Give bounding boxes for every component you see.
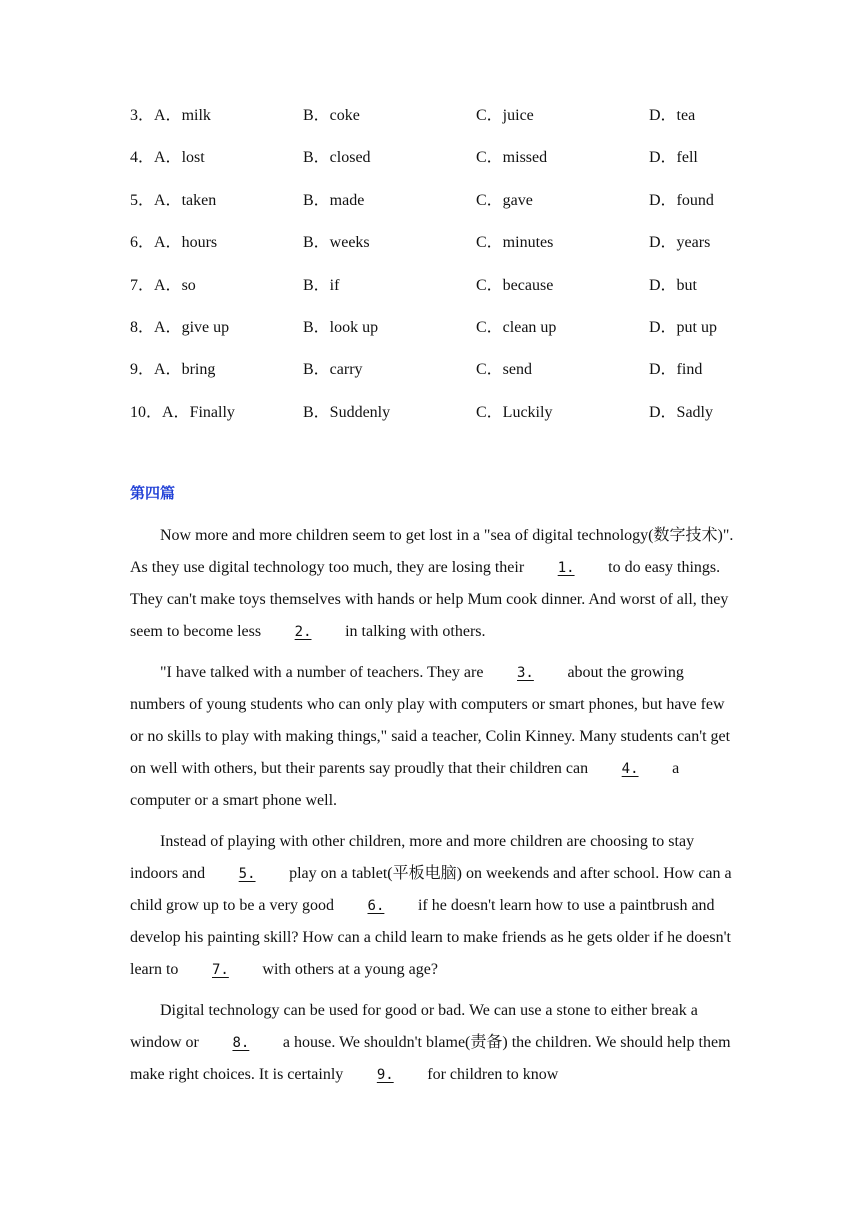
option-b: B．look up bbox=[303, 318, 379, 336]
option-b: B．made bbox=[303, 191, 365, 209]
option-a-text: lost bbox=[181, 149, 205, 167]
option-a-text: bring bbox=[181, 361, 216, 379]
paragraph-text: if he doesn't learn how to use a paintbrush and develop his painting skill? How can a child learn to make friends as he gets older if he doesn't learn to bbox=[130, 897, 731, 978]
option-row-10 bbox=[130, 400, 770, 442]
option-b: B．weeks bbox=[303, 234, 370, 252]
option-row-5 bbox=[130, 188, 770, 230]
option-a bbox=[130, 400, 235, 426]
blank-8: 8. bbox=[232, 1035, 250, 1051]
option-row-7 bbox=[130, 273, 770, 315]
paragraph-text: play on a tablet(平板电脑) on weekends and after school. How can a child grow up to be a very good bbox=[130, 865, 732, 914]
reading-passage bbox=[130, 520, 740, 1100]
question-number: 10．A． bbox=[130, 403, 190, 421]
option-b: B．closed bbox=[303, 149, 371, 167]
option-a bbox=[130, 145, 205, 171]
paragraph-4 bbox=[130, 995, 740, 1091]
paragraph-text: "I have talked with a number of teachers. They are bbox=[160, 664, 484, 681]
option-d: D．Sadly bbox=[649, 403, 714, 421]
option-c: C．gave bbox=[476, 191, 533, 209]
option-c: C．juice bbox=[476, 107, 534, 124]
option-d: D．find bbox=[649, 361, 703, 379]
question-number: 6．A． bbox=[130, 234, 182, 252]
paragraph-2 bbox=[130, 657, 740, 817]
paragraph-1 bbox=[130, 520, 740, 648]
blank-4: 4. bbox=[621, 761, 639, 777]
option-b: B．if bbox=[303, 276, 340, 294]
option-a-text: taken bbox=[181, 191, 217, 209]
option-c: C．clean up bbox=[476, 318, 557, 336]
paragraph-text: Instead of playing with other children, more and more children are choosing to stay indoors and bbox=[130, 833, 695, 882]
question-number: 3．A． bbox=[130, 107, 182, 124]
option-b: B．coke bbox=[303, 107, 360, 124]
paragraph-text: Digital technology can be used for good or bad. We can use a stone to either break a window or bbox=[130, 1002, 698, 1051]
option-row-8 bbox=[130, 315, 770, 357]
option-row-6 bbox=[130, 230, 770, 272]
blank-5: 5. bbox=[238, 866, 256, 882]
option-c: C．missed bbox=[476, 149, 548, 167]
blank-2: 2. bbox=[294, 624, 312, 640]
paragraph-text: a computer or a smart phone well. bbox=[130, 760, 680, 809]
option-a bbox=[130, 315, 229, 341]
question-number: 8．A． bbox=[130, 318, 182, 336]
blank-3: 3. bbox=[517, 665, 534, 681]
option-c: C．minutes bbox=[476, 234, 554, 252]
paragraph-text: a house. We shouldn't blame(责备) the children. We should help them make right choices. It is certainly bbox=[130, 1034, 731, 1083]
paragraph-3 bbox=[130, 826, 740, 986]
option-b: B．Suddenly bbox=[303, 403, 391, 421]
paragraph-text: Now more and more children seem to get lost in a "sea of digital technology(数字技术)". As they use digital technology too much, they are losing their bbox=[130, 527, 734, 576]
blank-7: 7. bbox=[211, 962, 229, 978]
option-c: C．Luckily bbox=[476, 403, 553, 421]
option-d: D．found bbox=[649, 191, 714, 209]
paragraph-text: for children to know bbox=[427, 1066, 559, 1083]
paragraph-text: with others at a young age? bbox=[262, 961, 438, 978]
option-d: D．but bbox=[649, 276, 698, 294]
option-d: D．tea bbox=[649, 107, 696, 124]
option-d: D．years bbox=[649, 234, 711, 252]
option-a bbox=[130, 188, 216, 214]
options-list bbox=[130, 103, 770, 442]
option-a-text: hours bbox=[181, 234, 218, 252]
question-number: 5．A． bbox=[130, 191, 182, 209]
option-a-text: milk bbox=[181, 107, 211, 124]
blank-9: 9. bbox=[376, 1067, 394, 1083]
option-row-4 bbox=[130, 145, 770, 187]
paragraph-text: in talking with others. bbox=[345, 623, 486, 640]
option-c: C．because bbox=[476, 276, 554, 294]
question-number: 4．A． bbox=[130, 149, 182, 167]
question-number: 7．A． bbox=[130, 276, 182, 294]
option-a bbox=[130, 230, 217, 256]
option-a bbox=[130, 273, 196, 299]
paragraph-text: to do easy things. They can't make toys themselves with hands or help Mum cook dinner. And worst of all, they seem to become less bbox=[130, 559, 729, 640]
option-a bbox=[130, 357, 215, 383]
section-title: 第四篇 bbox=[130, 484, 176, 502]
question-number: 9．A． bbox=[130, 361, 182, 379]
option-a-text: so bbox=[181, 276, 196, 294]
blank-6: 6. bbox=[367, 898, 385, 914]
option-a bbox=[130, 103, 211, 129]
option-c: C．send bbox=[476, 361, 533, 379]
option-row-9 bbox=[130, 357, 770, 399]
option-row-3 bbox=[130, 103, 770, 145]
blank-1: 1. bbox=[557, 560, 575, 576]
paragraph-text: about the growing numbers of young students who can only play with computers or smart phones, but have few or no skills to play with making things," said a teacher, Colin Kinney. Many students can't get on well with others, but their parents say proudly that their children can bbox=[130, 664, 731, 777]
option-a-text: Finally bbox=[189, 403, 235, 421]
option-d: D．put up bbox=[649, 318, 718, 336]
option-b: B．carry bbox=[303, 361, 363, 379]
option-a-text: give up bbox=[181, 318, 230, 336]
option-d: D．fell bbox=[649, 149, 698, 167]
